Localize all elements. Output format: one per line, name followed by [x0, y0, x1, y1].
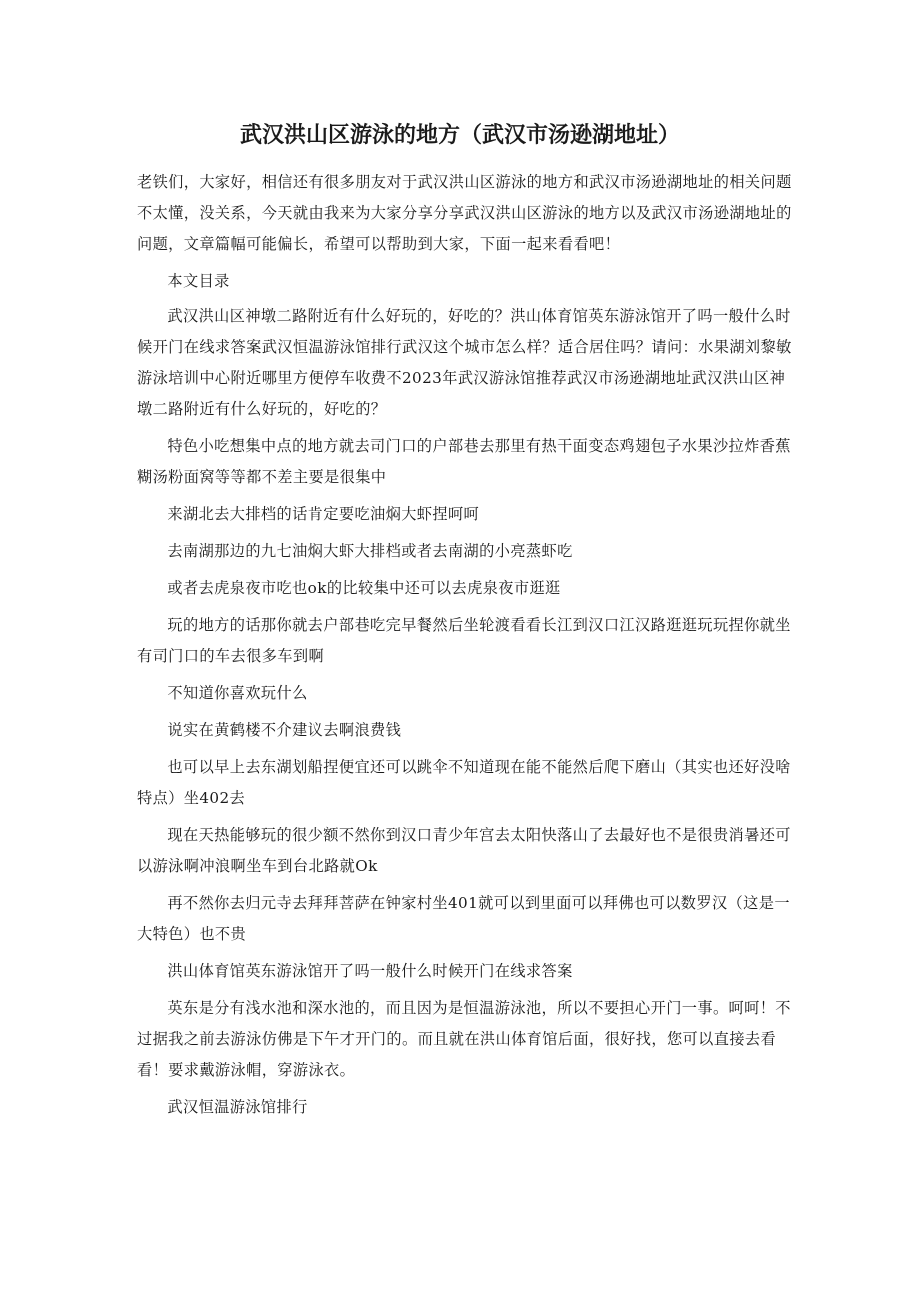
- body-paragraph: 也可以早上去东湖划船捏便宜还可以跳伞不知道现在能不能然后爬下磨山（其实也还好没啥特点）坐402去: [137, 758, 791, 807]
- body-paragraph: 去南湖那边的九七油焖大虾大排档或者去南湖的小亮蒸虾吃: [167, 542, 573, 560]
- document-title: 武汉洪山区游泳的地方（武汉市汤逊湖地址）: [239, 123, 680, 148]
- section-heading-paragraph: 洪山体育馆英东游泳馆开了吗一般什么时候开门在线求答案: [167, 962, 573, 980]
- body-paragraph: 现在天热能够玩的很少额不然你到汉口青少年宫去太阳快落山了去最好也不是很贵消暑还可以游泳啊冲浪啊坐车到台北路就Ok: [137, 826, 791, 875]
- body-paragraph: 再不然你去归元寺去拜拜菩萨在钟家村坐401就可以到里面可以拜佛也可以数罗汉（这是一大特色）也不贵: [137, 894, 790, 943]
- intro-paragraph: 老铁们，大家好，相信还有很多朋友对于武汉洪山区游泳的地方和武汉市汤逊湖地址的相关问题不太懂，没关系，今天就由我来为大家分享分享武汉洪山区游泳的地方以及武汉市汤逊湖地址的问题，文章篇幅可能偏长，希望可以帮助到大家，下面一起来看看吧！: [137, 173, 792, 253]
- body-paragraph: 来湖北去大排档的话肯定要吃油焖大虾捏呵呵: [167, 505, 480, 523]
- document-body: [137, 167, 797, 1129]
- body-paragraph: 不知道你喜欢玩什么: [167, 684, 308, 702]
- body-paragraph: 英东是分有浅水池和深水池的，而且因为是恒温游泳池，所以不要担心开门一事。呵呵！不过据我之前去游泳仿佛是下午才开门的。而且就在洪山体育馆后面，很好找，您可以直接去看看！要求戴游泳帽，穿游泳衣。: [137, 999, 791, 1079]
- section-heading-paragraph: 武汉恒温游泳馆排行: [167, 1098, 308, 1116]
- toc-heading: 本文目录: [167, 272, 230, 290]
- body-paragraph: 玩的地方的话那你就去户部巷吃完早餐然后坐轮渡看看长江到汉口江汉路逛逛玩玩捏你就坐有司门口的车去很多车到啊: [137, 616, 791, 665]
- body-paragraph: 或者去虎泉夜市吃也ok的比较集中还可以去虎泉夜市逛逛: [167, 579, 561, 597]
- body-paragraph: 说实在黄鹤楼不介建议去啊浪费钱: [167, 721, 402, 739]
- toc-paragraph: 武汉洪山区神墩二路附近有什么好玩的，好吃的？洪山体育馆英东游泳馆开了吗一般什么时候开门在线求答案武汉恒温游泳馆排行武汉这个城市怎么样？适合居住吗？请问：水果湖刘黎敏游泳培训中心附近哪里方便停车收费不2023年武汉游泳馆推荐武汉市汤逊湖地址武汉洪山区神墩二路附近有什么好玩的，好吃的？: [137, 307, 792, 418]
- body-paragraph: 特色小吃想集中点的地方就去司门口的户部巷去那里有热干面变态鸡翅包子水果沙拉炸香蕉糊汤粉面窝等等都不差主要是很集中: [137, 437, 791, 486]
